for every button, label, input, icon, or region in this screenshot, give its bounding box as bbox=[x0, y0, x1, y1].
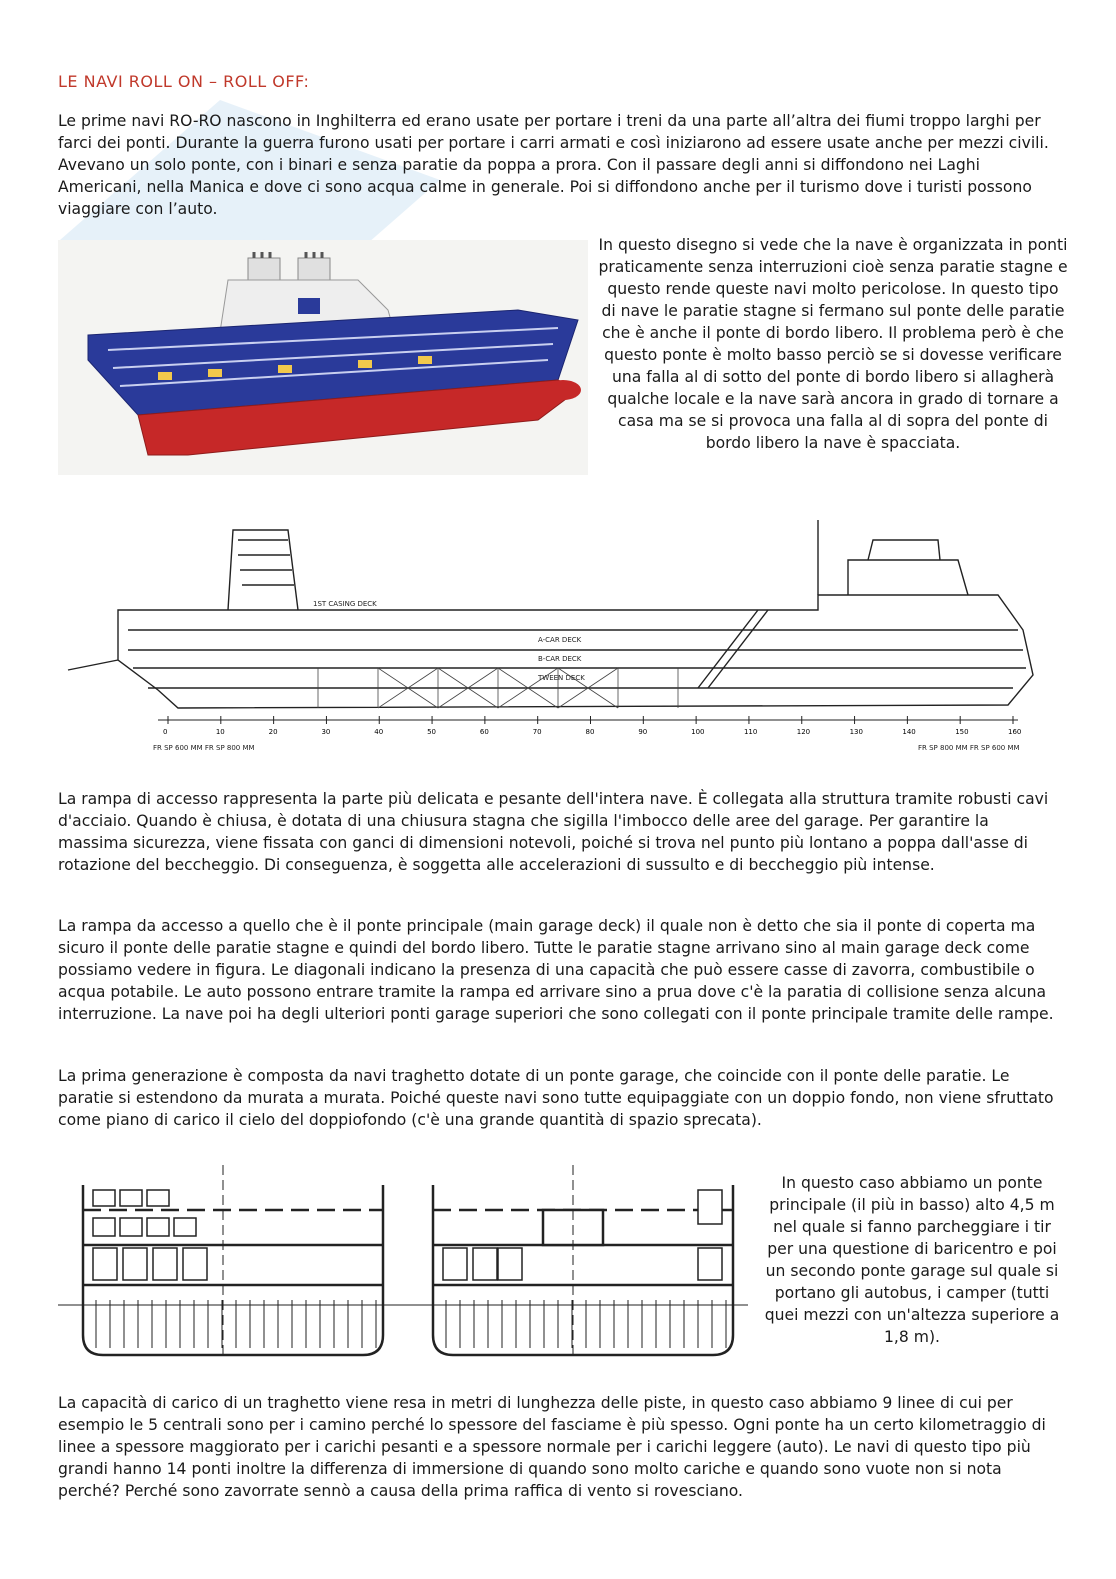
frame-tick-label: 90 bbox=[638, 728, 648, 736]
frame-tick-label: 60 bbox=[479, 728, 489, 736]
frame-tick-label: 100 bbox=[691, 728, 705, 736]
frame-tick-label: 80 bbox=[585, 728, 595, 736]
frame-tick-label: 0 bbox=[163, 728, 168, 736]
a-deck-label: A-CAR DECK bbox=[538, 636, 582, 644]
ship-cutaway-illustration bbox=[58, 240, 588, 475]
frame-tick-label: 70 bbox=[532, 728, 542, 736]
frame-tick-label: 20 bbox=[268, 728, 278, 736]
b-deck-label: B-CAR DECK bbox=[538, 655, 582, 663]
page-title: LE NAVI ROLL ON – ROLL OFF: bbox=[58, 72, 310, 91]
frame-tick-label: 10 bbox=[215, 728, 225, 736]
frame-tick-label: 130 bbox=[849, 728, 863, 736]
frame-tick-label: 110 bbox=[743, 728, 758, 736]
frame-tick-label: 140 bbox=[902, 728, 916, 736]
funnel-icon bbox=[248, 252, 330, 280]
ramp-paragraph: La rampa di accesso rappresenta la parte più delicata e pesante dell'intera nave. È collegata alla struttura tramite robusti cavi d'acciaio. Quando è chiusa, è dotata di una chiusura stagna che sigilla l'imbocco delle aree del garage. Per garantire la massima sicurezza, viene fissata con ganci di dimensioni notevoli, poiché si trova nel punto più lontano a poppa dall'asse di rotazione del beccheggio. Di conseguenza, è soggetta alle accelerazioni di sussulto e di beccheggio più intense. bbox=[58, 790, 1049, 874]
main-deck-paragraph: La rampa da accesso a quello che è il ponte principale (main garage deck) il quale non è detto che sia il ponte di coperta ma sicuro il ponte delle paratie stagne e quindi del bordo libero. Tutte le paratie stagne arrivano sino al main garage deck come possiamo vedere in figura. Le diagonali indicano la presenza di una capacità che può essere casse di zavorra, combustibile o acqua potabile. Le auto possono entrare tramite la rampa ed arrivare sino a prua dove c'è la paratia di collisione senza alcuna interruzione. La nave poi ha degli ulteriori ponti garage superiori che sono collegati con il ponte principale tramite delle rampe. bbox=[58, 917, 1054, 1023]
tween-deck-label: TWEEN DECK bbox=[538, 674, 585, 682]
left-spacing-label: FR SP 600 MM FR SP 800 MM bbox=[153, 744, 255, 752]
frame-tick-label: 150 bbox=[955, 728, 969, 736]
midship-sections-drawing bbox=[58, 1160, 748, 1365]
intro-paragraph: Le prime navi RO-RO nascono in Inghilterra ed erano usate per portare i treni da una parte all’altra dei fiumi troppo larghi per farci dei ponti. Durante la guerra furono usati per portare i carri armati e così iniziarono ad essere usate anche per mezzi civili. Avevano un solo ponte, con i binari e senza paratie da poppa a prora. Con il passare degli anni si diffondono nei Laghi Americani, nella Manica e dove ci sono acqua calme in generale. Poi si diffondono anche per il turismo dove i turisti possono viaggiare con l’auto. bbox=[58, 112, 1049, 218]
sections-caption: In questo caso abbiamo un ponte principale (il più in basso) alto 4,5 m nel quale si fanno parcheggiare i tir per una questione di baricentro e poi un secondo ponte garage sul quale si portano gli autobus, i camper (tutti quei mezzi con un'altezza superiore a 1,8 m). bbox=[764, 1174, 1060, 1346]
first-generation-paragraph: La prima generazione è composta da navi traghetto dotate di un ponte garage, che coincide con il ponte delle paratie. Le paratie si estendono da murata a murata. Poiché queste navi sono tutte equipaggiate con un doppio fondo, non viene sfruttato come piano di carico il cielo del doppiofondo (c'è una grande quantità di spazio sprecata). bbox=[58, 1067, 1054, 1129]
frame-tick-label: 50 bbox=[427, 728, 436, 736]
frame-tick-label: 30 bbox=[321, 728, 331, 736]
ship-profile-drawing bbox=[58, 510, 1058, 760]
frame-scale bbox=[163, 716, 1021, 736]
upper-deck-label: 1ST CASING DECK bbox=[313, 600, 377, 608]
capacity-paragraph: La capacità di carico di un traghetto viene resa in metri di lunghezza delle piste, in questo caso abbiamo 9 linee di cui per esempio le 5 centrali sono per i camino perché lo spessore del fasciame è più spesso. Ogni ponte ha un certo kilometraggio di linee a spessore maggiorato per i carichi pesanti e a spessore normale per i carichi leggere (auto). Le navi di questo tipo più grandi hanno 14 ponti inoltre la differenza di immersione di quando sono molto cariche e quando sono vuote non si nota perché? Perché sono zavorrate sennò a causa della prima raffica di vento si rovesciano. bbox=[58, 1394, 1046, 1500]
frame-tick-label: 120 bbox=[796, 728, 811, 736]
cutaway-caption: In questo disegno si vede che la nave è organizzata in ponti praticamente senza interruzioni cioè senza paratie stagne e questo rende queste navi molto pericolose. In questo tipo di nave le paratie stagne si fermano sul ponte delle paratie che è anche il ponte di bordo libero. Il problema però è che questo ponte è molto basso perciò se si dovesse verificare una falla al di sotto del ponte di bordo libero si allagherà qualche locale e la nave sarà ancora in grado di tornare a casa ma se si provoca una falla al di sopra del ponte di bordo libero la nave è spacciata. bbox=[598, 236, 1068, 452]
frame-tick-label: 160 bbox=[1008, 728, 1022, 736]
right-spacing-label: FR SP 800 MM FR SP 600 MM bbox=[918, 744, 1020, 752]
frame-tick-label: 40 bbox=[374, 728, 384, 736]
